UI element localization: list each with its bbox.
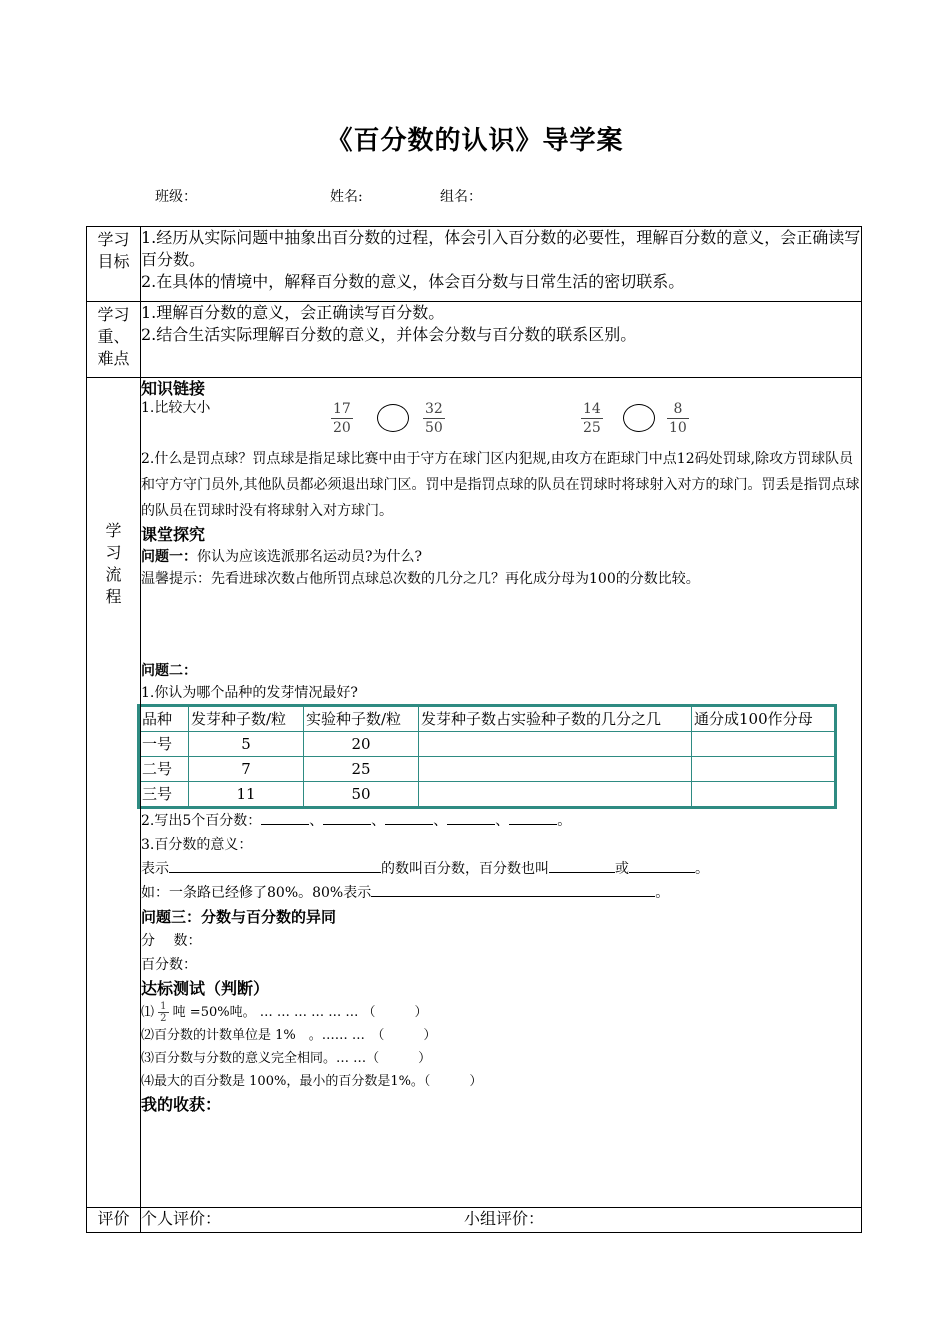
fraction-half: $\frac{1}{2}$	[160, 1001, 167, 1024]
blank[interactable]	[629, 858, 695, 873]
blank[interactable]	[447, 810, 495, 825]
eval-content	[141, 1208, 862, 1233]
blank[interactable]	[509, 810, 557, 825]
compare-label: 1.比较大小	[141, 400, 211, 416]
percent-label: 百分数：	[141, 957, 197, 973]
hint-text: 温馨提示：先看进球次数占他所罚点球总次数的几分之几？再化成分母为100的分数比较。	[141, 571, 700, 587]
germination-table	[137, 704, 837, 809]
group-label: 组名：	[440, 189, 482, 205]
table-cell: 20	[304, 732, 419, 757]
goals-line-2: 2.在具体的情境中，解释百分数的意义，体会百分数与日常生活的密切联系。	[141, 272, 685, 291]
table-cell: 二号	[139, 757, 189, 782]
table-row	[139, 757, 836, 782]
fraction-label: 分 数：	[141, 933, 202, 949]
class-label: 班级：	[155, 189, 197, 205]
table-cell: 7	[189, 757, 304, 782]
blank[interactable]	[385, 810, 433, 825]
write-five-percents: 2.写出5个百分数： 、 、 、 、 。	[141, 809, 861, 833]
blank[interactable]	[261, 810, 309, 825]
question-2-text: 1.你认为哪个品种的发芽情况最好?	[141, 685, 358, 701]
table-header: 实验种子数/粒	[304, 706, 419, 732]
table-cell: 一号	[139, 732, 189, 757]
focus-line-1: 1.理解百分数的意义，会正确读写百分数。	[141, 303, 445, 322]
penalty-text: 2.什么是罚点球？罚点球是指足球比赛中由于守方在球门区内犯规,由攻方在距球门中点12码处罚球,除攻方罚球队员和守方守门员外,其他队员都必须退出球门区。罚中是指罚点球的队员在罚球时将球射入对方的球门。罚丢是指罚点球的队员在罚球时没有将球射入对方球门。	[141, 451, 860, 519]
focus-line-2: 2.结合生活实际理解百分数的意义，并体会分数与百分数的联系区别。	[141, 325, 637, 344]
test-heading: 达标测试（判断）	[141, 979, 270, 998]
table-header: 发芽种子数/粒	[189, 706, 304, 732]
blank[interactable]	[169, 858, 381, 873]
table-cell: 三号	[139, 782, 189, 808]
fraction-1: $\frac{17}{20}$	[333, 401, 351, 436]
process-label: 学习流程	[87, 378, 141, 1208]
test-item-1: ⑴ $\frac{1}{2}$ 吨 =50%吨。 … … … … … … （ ）	[141, 1001, 428, 1024]
eval-label: 评价	[87, 1208, 141, 1233]
worksheet-table	[86, 226, 862, 1233]
blank[interactable]	[371, 882, 655, 897]
blank[interactable]	[323, 810, 371, 825]
process-content	[141, 378, 862, 1208]
table-cell: 50	[304, 782, 419, 808]
test-item-2: ⑵百分数的计数单位是 1% 。…… … （ ）	[141, 1028, 437, 1043]
table-cell-blank[interactable]	[692, 782, 836, 808]
page-title: 《百分数的认识》导学案	[326, 126, 624, 156]
table-header-row	[139, 706, 836, 732]
goals-line-1: 1.经历从实际问题中抽象出百分数的过程，体会引入百分数的必要性，理解百分数的意义，会正确读写百分数。	[141, 228, 861, 269]
table-cell: 11	[189, 782, 304, 808]
question-1: 问题一：你认为应该选派那名运动员?为什么?	[141, 549, 423, 565]
explore-heading: 课堂探究	[141, 525, 206, 544]
harvest-label: 我的收获：	[141, 1095, 222, 1114]
fraction-3: $\frac{14}{25}$	[583, 401, 601, 436]
name-label: 姓名:	[330, 189, 363, 205]
group-eval: 小组评价：	[464, 1209, 545, 1228]
blank[interactable]	[549, 858, 615, 873]
compare-row	[141, 394, 861, 442]
test-item-4: ⑷最大的百分数是 100%，最小的百分数是1%。（ ）	[141, 1074, 483, 1089]
table-cell-blank[interactable]	[692, 757, 836, 782]
table-header: 通分成100作分母	[692, 706, 836, 732]
example-sentence: 如：一条路已经修了80%。80%表示 。	[141, 881, 861, 905]
question-2-label: 问题二：	[141, 663, 197, 679]
table-cell-blank[interactable]	[419, 782, 692, 808]
question-3: 问题三：分数与百分数的异同	[141, 908, 337, 926]
table-cell: 5	[189, 732, 304, 757]
goals-content	[141, 227, 862, 302]
table-header: 品种	[139, 706, 189, 732]
compare-circle-2[interactable]	[623, 404, 655, 432]
fraction-2: $\frac{32}{50}$	[425, 401, 443, 436]
personal-eval: 个人评价：	[141, 1209, 222, 1228]
test-item-3: ⑶百分数与分数的意义完全相同。… …（ ）	[141, 1051, 432, 1066]
meaning-sentence: 表示 的数叫百分数，百分数也叫 或 。	[141, 857, 861, 881]
table-header: 发芽种子数占实验种子数的几分之几	[419, 706, 692, 732]
goals-label: 学习目标	[87, 227, 141, 302]
table-cell-blank[interactable]	[419, 732, 692, 757]
focus-content	[141, 302, 862, 378]
table-row	[139, 732, 836, 757]
table-cell-blank[interactable]	[692, 732, 836, 757]
fraction-4: $\frac{8}{10}$	[669, 401, 687, 436]
table-row	[139, 782, 836, 808]
table-cell-blank[interactable]	[419, 757, 692, 782]
meaning-label: 3.百分数的意义：	[141, 837, 253, 853]
focus-label: 学习重、难点	[87, 302, 141, 378]
table-cell: 25	[304, 757, 419, 782]
compare-circle-1[interactable]	[377, 404, 409, 432]
knowledge-heading: 知识链接	[141, 379, 206, 398]
